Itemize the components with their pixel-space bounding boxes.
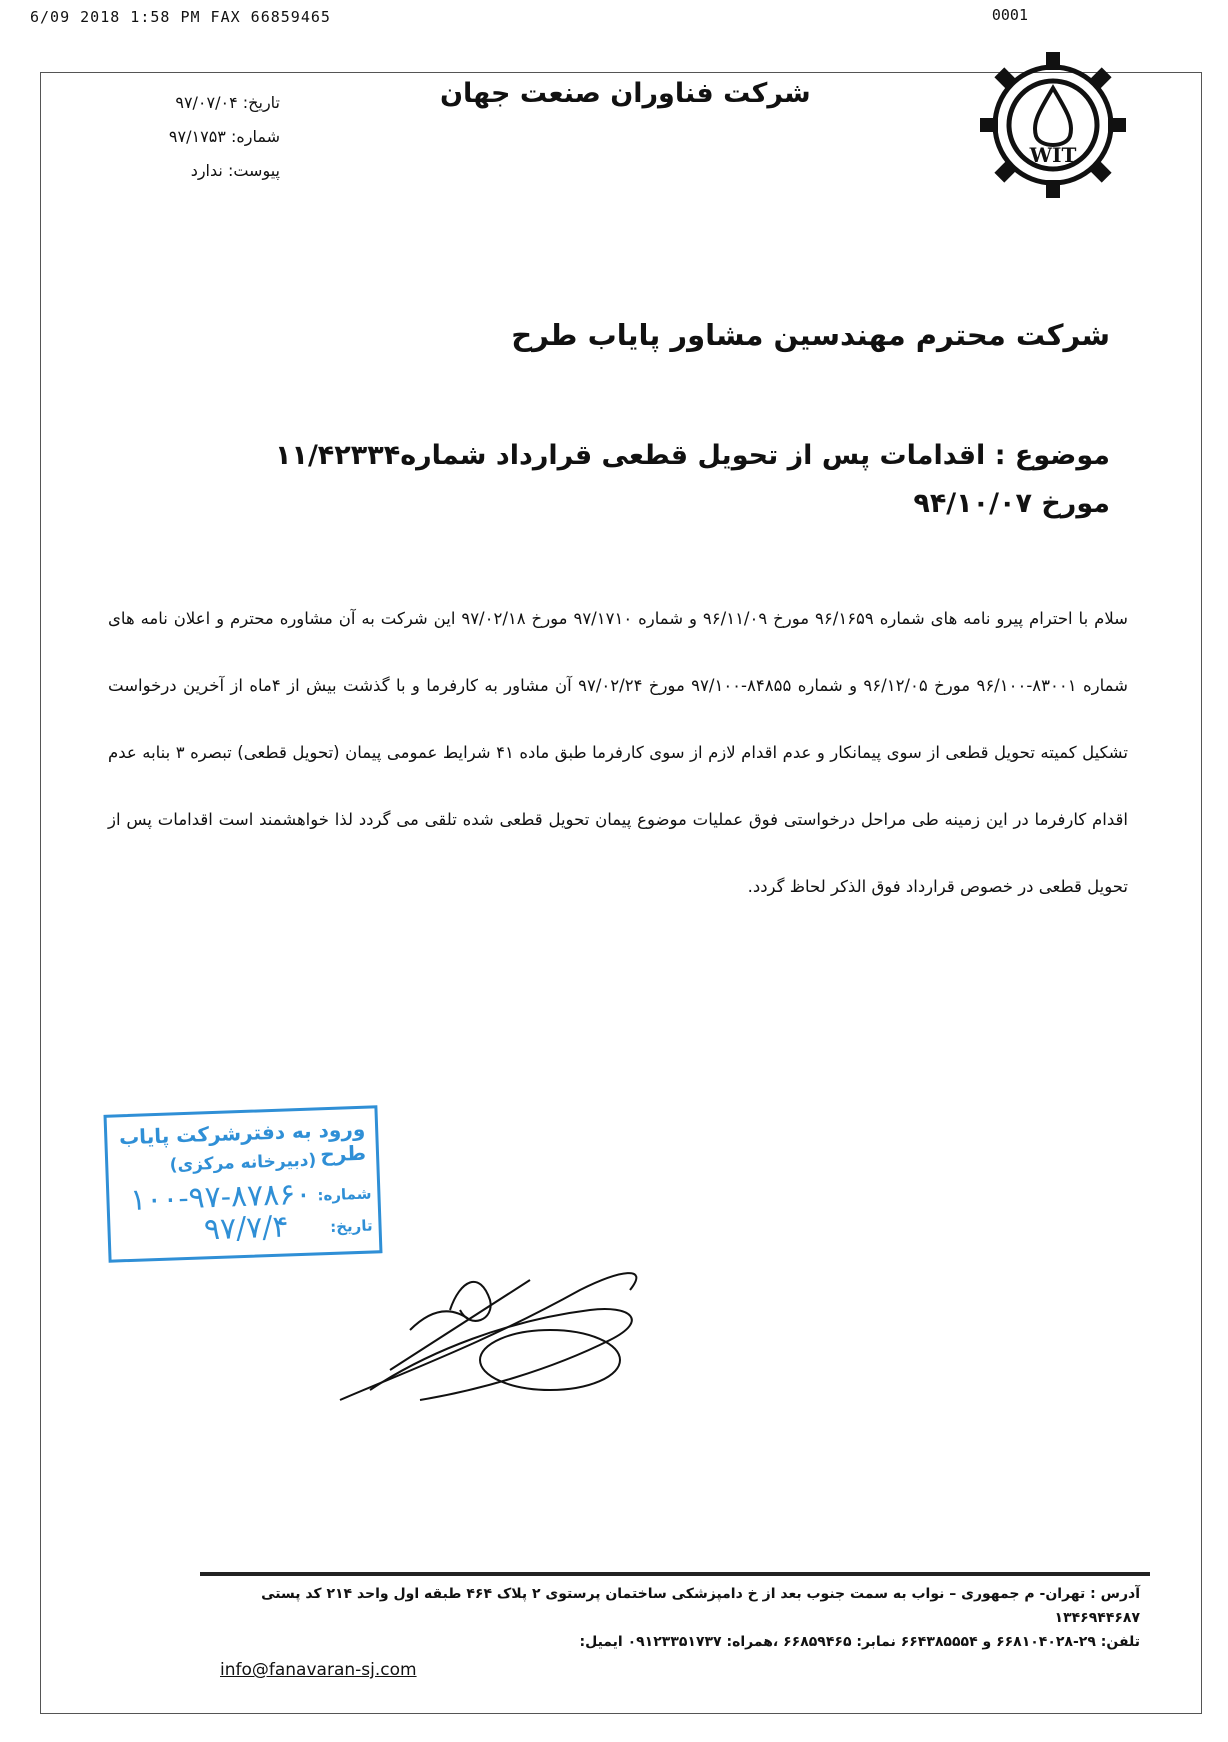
letter-attachment: پیوست: ندارد — [190, 161, 280, 180]
footer-rule — [200, 1572, 1150, 1576]
company-name: شرکت فناوران صنعت جهان — [440, 78, 811, 109]
letter-body: سلام با احترام پیرو نامه های شماره ۹۶/۱۶۵۹ مورخ ۹۶/۱۱/۰۹ و شماره ۹۷/۱۷۱۰ مورخ ۹۷/۰۲/۱۸ این شرکت به آن مشاوره محترم و اعلان نامه های شماره ۸۳۰۰۱-۹۶/۱۰۰ مورخ ۹۶/۱۲/۰۵ و شماره ۸۴۸۵۵-۹۷/۱۰۰ مورخ ۹۷/۰۲/۲۴ آن مشاور به کارفرما و با گذشت بیش از ۴ماه از آخرین درخواست تشکیل کمیته تحویل قطعی از سوی پیمانکار و عدم اقدام لازم از سوی کارفرما طبق ماده ۴۱ شرایط عمومی پیمان (تحویل قطعی) تبصره ۳ بنابه عدم اقدام کارفرما در این زمینه طی مراحل درخواستی فوق عملیات موضوع پیمان تحویل قطعی شده تلقی می گردد لذا خواهشمند است اقدامات پس از تحویل قطعی در خصوص قرارداد فوق الذکر لحاظ گردد. — [108, 609, 1128, 896]
stamp-number-label: شماره: — [317, 1184, 372, 1205]
recipient-line: شرکت محترم مهندسین مشاور پایاب طرح — [511, 318, 1110, 352]
stamp-number-value: ۱۰۰-۹۷-۸۷۸۶۰ — [129, 1176, 313, 1218]
letter-date: تاریخ: ۹۷/۰۷/۰۴ — [175, 93, 280, 112]
footer-email[interactable]: info@fanavaran-sj.com — [220, 1660, 417, 1680]
letter-number: شماره: ۹۷/۱۷۵۳ — [168, 127, 280, 146]
fax-page-number: 0001 — [991, 6, 1028, 24]
stamp-title: ورود به دفترشرکت پایاب طرح — [118, 1116, 367, 1167]
drop-icon — [1035, 88, 1071, 145]
signature-mark — [330, 1250, 710, 1420]
letter-meta — [150, 86, 280, 188]
logo-letters: WIT — [1029, 143, 1077, 167]
subject-line: موضوع : اقدامات پس از تحویل قطعی قرارداد شماره۱۱/۴۲۳۳۴ مورخ ۹۴/۱۰/۰۷ — [274, 440, 1110, 519]
company-logo — [968, 40, 1138, 210]
stamp-subtitle: (دبیرخانه مرکزی) — [169, 1150, 317, 1176]
fax-header: 6/09 2018 1:58 PM FAX 66859465 — [30, 8, 331, 26]
footer-contact: تلفن: ۲۹-۶۶۸۱۰۴۰۲۸ و ۶۶۴۳۸۵۵۵۴ نمابر: ۶۶۸۵۹۴۶۵ ،همراه: ۰۹۱۲۳۳۵۱۷۳۷ ایمیل: — [579, 1634, 1140, 1650]
stamp-date-value: ۹۷/۷/۴ — [203, 1209, 290, 1248]
stamp-date-label: تاریخ: — [329, 1216, 373, 1236]
footer-address: آدرس : تهران- م جمهوری – نواب به سمت جنوب بعد از خ دامپزشکی ساختمان پرستوی ۲ پلاک ۴۶۴ طبقه اول واحد ۲۱۴ کد پستی ۱۳۴۶۹۴۴۶۸۷ — [261, 1586, 1140, 1626]
letter-footer — [180, 1582, 1140, 1680]
registry-stamp — [104, 1105, 383, 1262]
